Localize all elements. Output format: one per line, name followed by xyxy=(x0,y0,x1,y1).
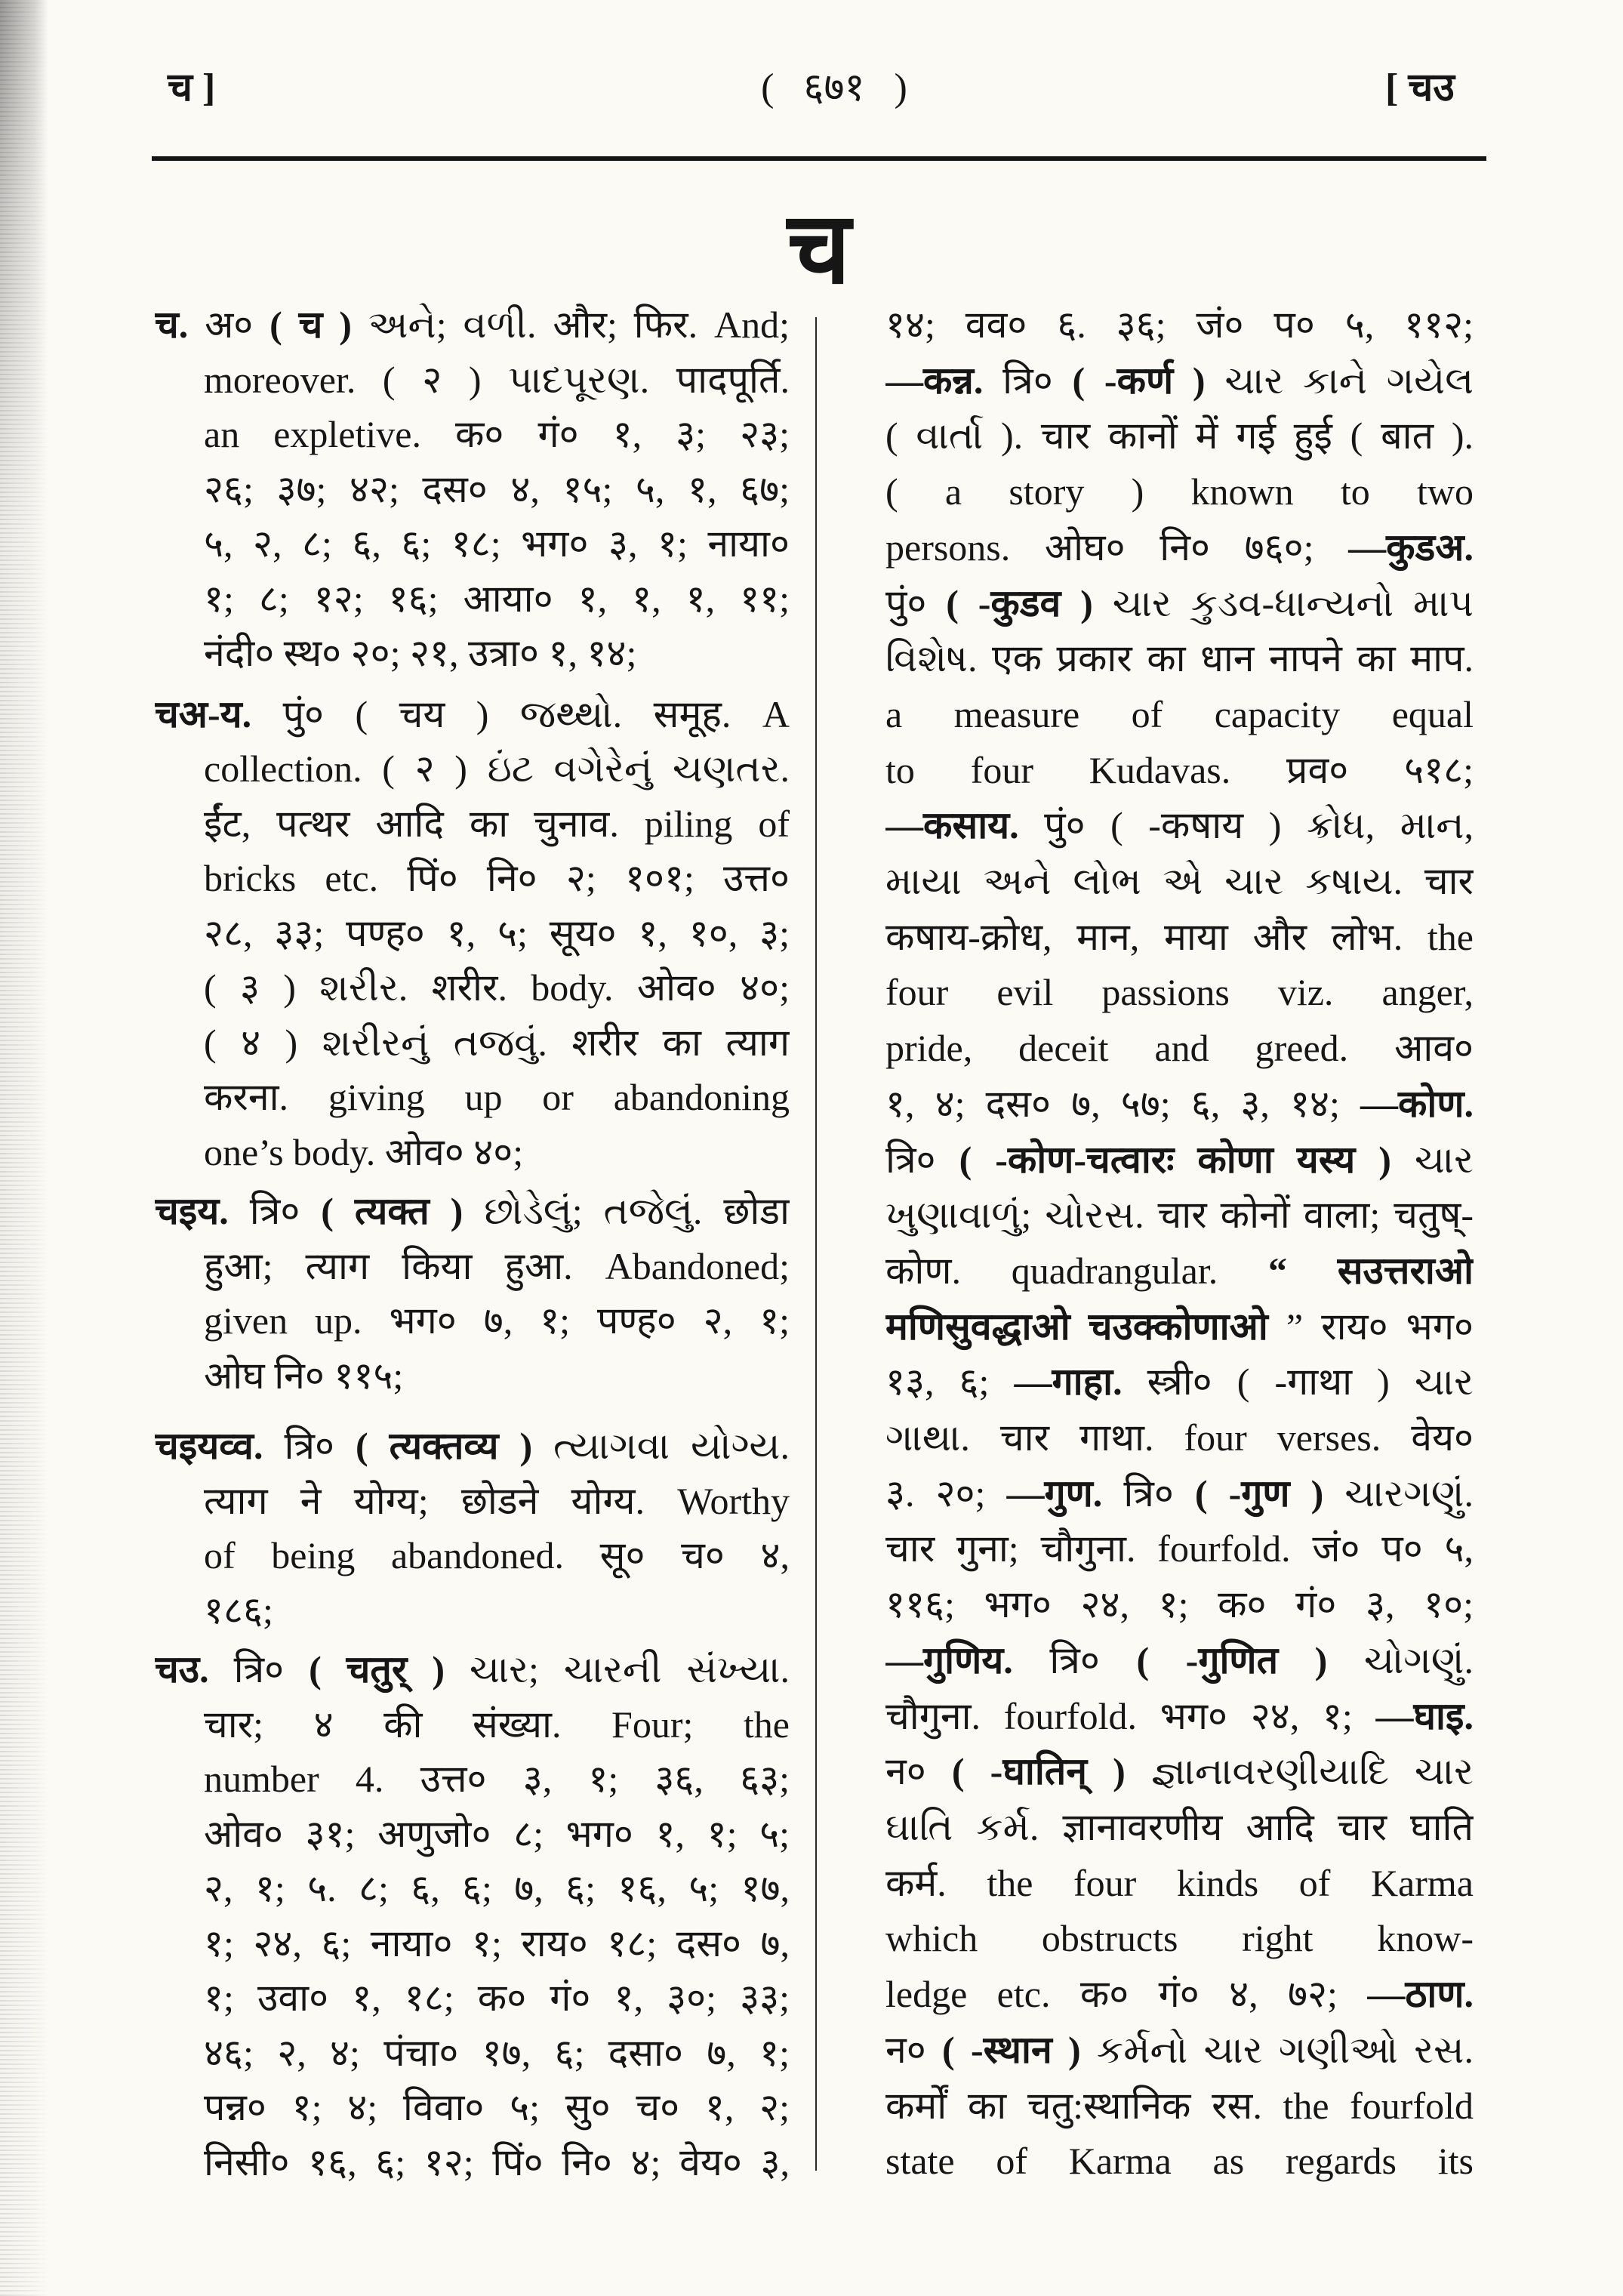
entry-text: state of Karma as regards its xyxy=(885,2140,1474,2183)
entry-text: છોડેલું; તજેલું. छोडा xyxy=(463,1190,790,1232)
dictionary-entry xyxy=(155,687,790,1180)
text-line xyxy=(204,462,790,517)
text-line xyxy=(204,572,790,627)
text-line xyxy=(885,1911,1474,1967)
entry-text: १३, ६; xyxy=(885,1361,1015,1404)
entry-text: of being abandoned. सू० च० ४, xyxy=(204,1534,790,1576)
bold-term: —कोण. xyxy=(1360,1082,1474,1125)
entry-text: कर्म. the four kinds of Karma xyxy=(885,1861,1474,1904)
text-line xyxy=(204,1239,790,1294)
bold-term: ( त्यक्तव्य ) xyxy=(355,1425,533,1467)
bold-term: —कुडअ. xyxy=(1348,525,1474,569)
entry-text: ४६; २, ४; पंचा० १७, ६; दसा० ७, १; xyxy=(204,2031,790,2074)
entry-text: ” राय० भग० xyxy=(1267,1305,1474,1348)
text-line xyxy=(204,2026,790,2081)
scan-edge-fade xyxy=(0,0,48,2296)
entry-text: स्त्री० ( -गाथा ) ચાર xyxy=(1122,1361,1474,1404)
entry-text: कषाय-क्रोध, मान, माया और लोभ. the xyxy=(885,915,1474,958)
entry-text: ચાર કુડવ-ધાન્યનો માપ xyxy=(1092,581,1474,624)
entry-text: ईंट, पत्थर आदि का चुनाव. piling of xyxy=(204,802,790,845)
text-line xyxy=(155,297,790,353)
column-divider xyxy=(815,317,817,2171)
bold-term: ( -गुणित ) xyxy=(1136,1638,1328,1681)
entry-text: न० xyxy=(885,1750,952,1793)
entry-text: पुं० xyxy=(885,581,947,624)
text-line xyxy=(885,1633,1474,1689)
entry-text: ચાર કાને ગયેલ xyxy=(1205,359,1474,402)
entry-text: ચાર xyxy=(1390,1138,1474,1181)
entry-text: four evil passions viz. anger, xyxy=(885,971,1474,1014)
text-line xyxy=(885,798,1474,854)
text-line xyxy=(885,1354,1474,1410)
entry-text: a measure of capacity equal xyxy=(885,692,1474,735)
text-line xyxy=(885,1021,1474,1077)
entry-text: ચારગણું. xyxy=(1323,1472,1474,1515)
text-line xyxy=(885,520,1474,576)
entry-text: त्रि० xyxy=(263,1425,356,1467)
entry-text: १; २४, ६; नाया० १; राय० १८; दस० ७, xyxy=(204,1922,790,1965)
entry-text: માયા અને લોભ એ ચાર કષાય. चार xyxy=(885,860,1474,903)
dictionary-entry xyxy=(155,1184,790,1403)
entry-text: चार गुना; चौगुना. fourfold. जं० प० ५, xyxy=(885,1527,1474,1570)
entry-text: पन्न० १; ४; विवा० ५; सु० च० १, २; xyxy=(204,2086,790,2128)
entry-text: pride, deceit and greed. आव० xyxy=(885,1027,1474,1070)
entry-text: ओघ नि० ११५; xyxy=(204,1354,404,1397)
entry-text: २, १; ५. ८; ६, ६; ७, ६; १६, ५; १७, xyxy=(204,1867,790,1909)
text-line xyxy=(204,1861,790,1916)
entry-text: ( ४ ) શરીરનું તજવું. शरीर का त्याग xyxy=(204,1021,790,1064)
entry-text: १४; वव० ६. ३६; जं० प० ५, ११२; xyxy=(885,304,1474,346)
text-line xyxy=(204,1752,790,1807)
text-line xyxy=(155,1642,790,1697)
entry-text: नंदी० स्थ० २०; २१, उत्रा० १, १४; xyxy=(204,632,637,674)
text-line xyxy=(885,1856,1474,1912)
dictionary-entry xyxy=(155,1642,790,2190)
bold-term: ( -कुडव ) xyxy=(946,581,1093,624)
bold-term: —गुणिय. xyxy=(885,1638,1013,1681)
entry-text: an expletive. क० गं० १, ३; २३; xyxy=(204,413,790,455)
text-line xyxy=(155,687,790,742)
text-line xyxy=(885,1410,1474,1466)
text-line xyxy=(885,743,1474,799)
text-line xyxy=(204,1971,790,2026)
text-line xyxy=(204,1583,790,1638)
right-column xyxy=(885,297,1474,2190)
entry-text: which obstructs right know- xyxy=(885,1917,1474,1960)
entry-text: ledge etc. क० गं० ४, ७२; xyxy=(885,1973,1368,2016)
bold-term: ( -कोण-चत्वारः कोणा यस्य ) xyxy=(959,1138,1391,1181)
entry-text: ५, २, ८; ६, ६; १८; भग० ३, १; नाया० xyxy=(204,522,790,565)
bold-term: चइय. xyxy=(155,1190,229,1232)
entry-text: त्रि० xyxy=(1102,1472,1195,1515)
entry-text: ११६; भग० २४, १; क० गं० ३, १०; xyxy=(885,1583,1474,1626)
entry-text: collection. ( २ ) ઇંટ વગેરેનું ચણતર. xyxy=(204,747,790,790)
left-column xyxy=(155,297,790,2190)
text-line xyxy=(885,1077,1474,1133)
entry-text: ઘાતિ કર્મ. ज्ञानावरणीय आदि चार घाति xyxy=(885,1805,1474,1848)
bold-term: —कसाय. xyxy=(885,804,1019,847)
bold-term: मणिसुवद्धाओ चउक्कोणाओ xyxy=(885,1305,1268,1348)
text-line xyxy=(885,910,1474,966)
bold-term: —ठाण. xyxy=(1367,1973,1474,2016)
bold-term: —गुण. xyxy=(1006,1472,1103,1515)
text-line xyxy=(885,353,1474,409)
text-line xyxy=(204,960,790,1015)
bold-term: चइयव्व. xyxy=(155,1425,263,1467)
text-line xyxy=(204,1528,790,1583)
text-line xyxy=(885,464,1474,520)
text-line xyxy=(204,516,790,572)
text-line xyxy=(204,1125,790,1180)
entry-text: त्रि० xyxy=(885,1138,959,1181)
section-letter: च xyxy=(787,193,851,304)
page-number: ( ६७१ ) xyxy=(761,66,907,109)
text-line xyxy=(204,1348,790,1404)
bold-term: —घाइ. xyxy=(1375,1694,1474,1737)
bold-term: चअ-य. xyxy=(155,692,252,735)
entry-text: persons. ओघ० नि० ७६०; xyxy=(885,525,1349,569)
text-line xyxy=(204,1293,790,1348)
entry-text: चार; ४ की संख्या. Four; the xyxy=(204,1703,790,1746)
entry-text: पुं० ( -कषाय ) ક્રોધ, માન, xyxy=(1018,804,1474,847)
text-line xyxy=(204,1697,790,1752)
text-line xyxy=(204,851,790,906)
entry-text: त्याग ने योग्य; छोडने योग्य. Worthy xyxy=(204,1479,790,1522)
text-line xyxy=(204,407,790,462)
text-line xyxy=(885,1521,1474,1577)
bold-term: ( चतुर् ) xyxy=(309,1648,445,1690)
entry-text: ત્યાગવા યોગ્ય. xyxy=(532,1425,790,1467)
entry-text: करना. giving up or abandoning xyxy=(204,1076,790,1118)
entry-text: ખુણાવાળું; ચોરસ. चार कोनों वाला; चतुष्- xyxy=(885,1194,1474,1237)
entry-text: ओव० ३१; अणुजो० ८; भग० १, १; ५; xyxy=(204,1812,790,1855)
entry-text: त्रि० xyxy=(208,1648,310,1690)
text-line xyxy=(885,965,1474,1021)
entry-text: १; ८; १२; १६; आया० १, १, १, ११; xyxy=(204,577,790,620)
entry-text: चौगुना. fourfold. भग० २४, १; xyxy=(885,1694,1376,1737)
entry-text: ચાર; ચારની સંખ્યા. xyxy=(444,1648,790,1690)
entry-text: न० xyxy=(885,2028,943,2071)
bold-term: ( -घातिन् ) xyxy=(951,1750,1126,1793)
bold-term: ( -कर्ण ) xyxy=(1072,359,1206,402)
entry-text: bricks etc. पिं० नि० २; १०१; उत्त० xyxy=(204,857,790,899)
entry-text: ચોગણું. xyxy=(1327,1638,1474,1681)
entry-text: ( વાર્તા ). चार कानों में गई हुई ( बात ). xyxy=(885,415,1474,458)
entry-text: १८६; xyxy=(204,1589,273,1632)
text-line xyxy=(885,1689,1474,1745)
running-head-right: [ चउ xyxy=(1385,66,1455,109)
text-line xyxy=(204,1474,790,1529)
text-line xyxy=(204,2080,790,2135)
text-line xyxy=(885,1744,1474,1800)
entry-text: વિશેષ. एक प्रकार का धान नापने का माप. xyxy=(885,637,1474,680)
entry-text: ગાથા. चार गाथा. four verses. वेय० xyxy=(885,1416,1474,1459)
bold-term: च. xyxy=(155,304,189,346)
text-line xyxy=(885,2023,1474,2079)
text-line xyxy=(885,1800,1474,1856)
entry-text: २८, ३३; पण्ह० १, ५; सूय० १, १०, ३; xyxy=(204,911,790,954)
text-line xyxy=(885,1244,1474,1299)
bold-term: ( च ) xyxy=(269,304,352,346)
text-line xyxy=(885,854,1474,910)
entry-text: number 4. उत्त० ३, १; ३६, ६३; xyxy=(204,1758,790,1800)
entry-text: અને; વળી. और; फिर. And; xyxy=(351,304,790,346)
entry-text: त्रि० xyxy=(228,1190,322,1232)
text-line xyxy=(155,1184,790,1239)
text-line xyxy=(885,576,1474,632)
running-head-left: च ] xyxy=(168,66,216,109)
text-line xyxy=(885,408,1474,464)
entry-text: કર્મનો ચાર ગણીઓ રસ. xyxy=(1080,2028,1474,2071)
text-line xyxy=(885,1133,1474,1188)
entry-text: ३. २०; xyxy=(885,1472,1007,1515)
text-line xyxy=(885,2134,1474,2190)
text-line xyxy=(885,687,1474,743)
bold-term: ( त्यक्त ) xyxy=(321,1190,463,1232)
bold-term: चउ. xyxy=(155,1648,209,1690)
dictionary-entry xyxy=(155,297,790,681)
text-line xyxy=(885,1967,1474,2023)
entry-text: हुआ; त्याग किया हुआ. Abandoned; xyxy=(204,1244,790,1287)
entry-text: १, ४; दस० ७, ५७; ६, ३, १४; xyxy=(885,1082,1360,1125)
bold-term: ( -गुण ) xyxy=(1194,1472,1324,1515)
text-line xyxy=(885,297,1474,353)
text-line xyxy=(204,1015,790,1071)
dictionary-entry xyxy=(155,1419,790,1638)
text-line xyxy=(885,1188,1474,1244)
entry-text: अ० xyxy=(188,304,270,346)
text-line xyxy=(885,631,1474,687)
entry-text: निसी० १६, ६; १२; पिं० नि० ४; वेय० ३, xyxy=(204,2140,790,2184)
text-line xyxy=(155,1419,790,1474)
text-line xyxy=(204,1807,790,1862)
header-rule xyxy=(152,156,1486,161)
entry-text: त्रि० xyxy=(1012,1638,1137,1681)
entry-text: one’s body. ओव० ४०; xyxy=(204,1130,524,1173)
entry-text: given up. भग० ७, १; पण्ह० २, १; xyxy=(204,1299,790,1342)
text-line xyxy=(204,741,790,797)
entry-text: १; उवा० १, १८; क० गं० १, ३०; ३३; xyxy=(204,1977,790,2019)
text-line xyxy=(204,353,790,408)
entry-text: कोण. quadrangular. xyxy=(885,1249,1268,1292)
text-line xyxy=(885,1577,1474,1633)
entry-text: to four Kudavas. प्रव० ५१८; xyxy=(885,748,1474,791)
entry-text: त्रि० xyxy=(983,359,1073,402)
entry-text: જ્ઞાનાવરણીયાદિ ચાર xyxy=(1125,1750,1474,1793)
bold-term: —कन्न. xyxy=(885,359,984,402)
entry-text: कर्मों का चतु:स्थानिक रस. the fourfold xyxy=(885,2084,1474,2127)
bold-term: ( -स्थान ) xyxy=(942,2028,1081,2071)
entry-text: ( ३ ) શરીર. शरीर. body. ओव० ४०; xyxy=(204,966,790,1009)
text-line xyxy=(885,1466,1474,1522)
entry-text: २६; ३७; ४२; दस० ४, १५; ५, १, ६७; xyxy=(204,467,790,510)
text-line xyxy=(204,626,790,681)
text-line xyxy=(204,906,790,961)
entry-text: moreover. ( २ ) પાદપૂરણ. पादपूर्ति. xyxy=(204,358,790,401)
bold-term: —गाहा. xyxy=(1014,1361,1123,1404)
entry-text: ( a story ) known to two xyxy=(885,470,1474,513)
text-line xyxy=(885,2079,1474,2134)
entry-text: पुं० ( चय ) જથ્થો. समूह. A xyxy=(251,692,790,735)
text-line xyxy=(885,1299,1474,1355)
text-line xyxy=(204,1070,790,1125)
bold-term: “ सउत्तराओ xyxy=(1267,1249,1474,1292)
text-line xyxy=(204,2135,790,2190)
text-line xyxy=(204,797,790,852)
text-line xyxy=(204,1916,790,1971)
